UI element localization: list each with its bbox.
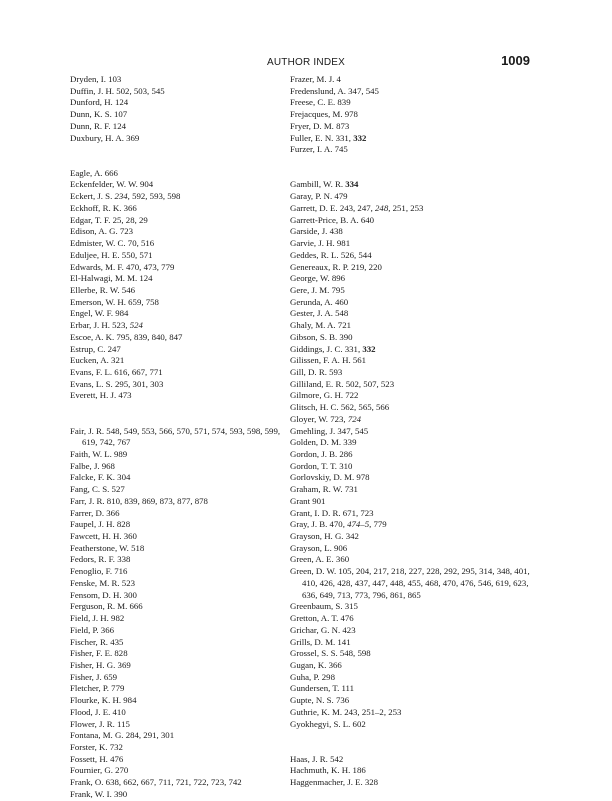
index-entry: Dunn, K. S. 107 [70, 109, 128, 120]
index-entry: Edmister, W. C. 70, 516 [70, 238, 155, 249]
index-entry: Geddes, R. L. 526, 544 [290, 249, 372, 260]
index-entry: Field, J. H. 982 [70, 613, 125, 624]
index-entry: Gibson, S. B. 390 [290, 331, 353, 342]
index-entry: Farr, J. R. 810, 839, 869, 873, 877, 878 [70, 495, 208, 506]
index-entry: Flourke, K. H. 984 [70, 695, 137, 706]
index-entry: Giddings, J. C. 331, 332 [290, 343, 376, 354]
index-entry: Garvie, J. H. 981 [290, 238, 351, 249]
index-entry: Fontana, M. G. 284, 291, 301 [70, 730, 175, 741]
index-entry: Genereaux, R. P. 219, 220 [290, 261, 382, 272]
index-entry: Fisher, J. 659 [70, 671, 118, 682]
index-entry: Fryer, D. M. 873 [290, 120, 350, 131]
index-entry: Erbar, J. H. 523, 524 [70, 320, 143, 331]
index-entry: Fisher, H. G. 369 [70, 659, 131, 670]
index-entry: Faith, W. L. 989 [70, 449, 128, 459]
index-entry: Gupte, N. S. 736 [290, 695, 350, 706]
index-entry: Grossel, S. S. 548, 598 [290, 648, 371, 659]
index-entry: Escoe, A. K. 795, 839, 840, 847 [70, 331, 183, 342]
index-entry: Everett, H. J. 473 [70, 390, 132, 401]
index-entry: Dunn, R. F. 124 [70, 120, 126, 131]
index-entry: Greenbaum, S. 315 [290, 601, 358, 612]
index-entry: Faupel, J. H. 828 [70, 519, 131, 530]
index-entry: Fensom, D. H. 300 [70, 589, 137, 600]
index-entry: Fischer, R. 435 [70, 636, 124, 647]
index-gap [290, 156, 530, 168]
index-entry: Forster, K. 732 [70, 741, 123, 752]
index-entry: Eckert, J. S. 234, 592, 593, 598 [70, 191, 181, 202]
index-entry: Fair, J. R. 548, 549, 553, 566, 570, 571, 574, 593, 598, 599, 619, 742, 767 [70, 425, 281, 448]
index-entry: Dunford, H. 124 [70, 97, 129, 108]
index-column-right [290, 74, 530, 789]
index-column-left [70, 74, 285, 801]
index-entry: Glitsch, H. C. 562, 565, 566 [290, 402, 390, 413]
index-entry: Gordon, T. T. 310 [290, 460, 353, 471]
index-entry: Engel, W. F. 984 [70, 308, 129, 319]
index-entry: Gretton, A. T. 476 [290, 613, 354, 624]
index-entry: Dryden, I. 103 [70, 74, 122, 84]
index-entry: Estrup, C. 247 [70, 343, 121, 354]
index-entry: Green, D. W. 105, 204, 217, 218, 227, 228, 292, 295, 314, 348, 401, 410, 426, 428, 437, 447, 448, 455, 468, 470, 476, 546, 619, 623, 636, 649, 713, 773, 796, 861, 865 [290, 566, 530, 600]
index-entry: Farrer, D. 366 [70, 507, 120, 518]
index-entry: Garrett, D. E. 243, 247, 248, 251, 253 [290, 202, 424, 213]
index-entry: Gugan, K. 366 [290, 659, 342, 670]
index-entry: Golden, D. M. 339 [290, 437, 357, 448]
index-entry: El-Halwagi, M. M. 124 [70, 273, 153, 284]
index-entry: Gester, J. A. 548 [290, 308, 349, 319]
index-entry: Fedors, R. F. 338 [70, 554, 131, 565]
index-entry: Eduljee, H. E. 550, 571 [70, 249, 153, 260]
index-entry: Edwards, M. F. 470, 473, 779 [70, 261, 175, 272]
index-entry: Freese, C. E. 839 [290, 97, 351, 108]
index-entry: Flood, J. E. 410 [70, 706, 126, 717]
index-gap [290, 730, 530, 742]
index-entry: Fawcett, H. H. 360 [70, 531, 137, 542]
index-entry: Fenoglio, F. 716 [70, 566, 128, 577]
index-entry: Grant, I. D. R. 671, 723 [290, 507, 374, 518]
index-entry: Ferguson, R. M. 666 [70, 601, 143, 612]
index-entry: Gilliland, E. R. 502, 507, 523 [290, 378, 395, 389]
index-entry: Gill, D. R. 593 [290, 366, 343, 377]
index-entry: Graham, R. W. 731 [290, 484, 358, 495]
index-entry: Eckhoff, R. K. 366 [70, 202, 137, 213]
index-entry: Frank, W. I. 390 [70, 788, 128, 799]
running-header: AUTHOR INDEX [267, 57, 345, 68]
index-entry: Edgar, T. F. 25, 28, 29 [70, 214, 148, 225]
index-entry: Gloyer, W. 723, 724 [290, 413, 362, 424]
index-entry: Green, A. E. 360 [290, 554, 350, 565]
index-entry: Fletcher, P. 779 [70, 683, 125, 694]
index-entry: Fournier, G. 270 [70, 765, 129, 776]
index-entry: Duffin, J. H. 502, 503, 545 [70, 85, 165, 96]
index-entry: Garrett-Price, B. A. 640 [290, 214, 375, 225]
index-entry: Frejacques, M. 978 [290, 109, 358, 120]
index-entry: Haggenmacher, J. E. 328 [290, 777, 379, 788]
index-entry: Hachmuth, K. H. 186 [290, 765, 366, 776]
index-entry: Evans, F. L. 616, 667, 771 [70, 366, 163, 377]
index-entry: Eckenfelder, W. W. 904 [70, 179, 154, 190]
page-number: 1009 [501, 53, 530, 68]
index-entry: Guthrie, K. M. 243, 251–2, 253 [290, 706, 402, 717]
index-entry: Fredenslund, A. 347, 545 [290, 85, 379, 96]
index-entry: Falbe, J. 968 [70, 460, 115, 471]
index-entry: Gambill, W. R. 334 [290, 179, 359, 190]
index-entry: Gerunda, A. 460 [290, 296, 349, 307]
index-entry: Eagle, A. 666 [70, 167, 118, 178]
index-entry: Duxbury, H. A. 369 [70, 132, 140, 143]
index-gap [290, 168, 530, 180]
index-entry: Fenske, M. R. 523 [70, 577, 136, 588]
index-entry: Garside, J. 438 [290, 226, 343, 237]
index-gap [70, 414, 285, 426]
index-entry: Ghaly, M. A. 721 [290, 320, 352, 331]
index-entry: Flower, J. R. 115 [70, 718, 130, 729]
index-entry: Garay, P. N. 479 [290, 191, 348, 202]
index-entry: Gordon, J. B. 286 [290, 449, 353, 459]
index-entry: Gilmore, G. H. 722 [290, 390, 359, 401]
index-entry: Gilissen, F. A. H. 561 [290, 355, 367, 366]
index-entry: Edison, A. G. 723 [70, 226, 134, 237]
index-entry: Frazer, M. J. 4 [290, 74, 341, 84]
index-entry: Fuller, E. N. 331, 332 [290, 132, 367, 143]
index-entry: Guha, P. 298 [290, 671, 335, 682]
index-entry: Grills, D. M. 141 [290, 636, 351, 647]
index-entry: Gray, J. B. 470, 474–5, 779 [290, 519, 387, 530]
index-entry: Gyokhegyi, S. L. 602 [290, 718, 366, 729]
index-gap [70, 144, 285, 156]
index-gap [70, 402, 285, 414]
index-entry: Featherstone, W. 518 [70, 542, 145, 553]
index-entry: Fang, C. S. 527 [70, 484, 125, 495]
index-entry: Fossett, H. 476 [70, 753, 124, 764]
index-entry: Grant 901 [290, 495, 326, 506]
index-entry: Falcke, F. K. 304 [70, 472, 131, 483]
index-gap [290, 742, 530, 754]
index-entry: Field, P. 366 [70, 624, 114, 635]
index-entry: Grichar, G. N. 423 [290, 624, 356, 635]
index-entry: Gmehling, J. 347, 545 [290, 425, 369, 436]
index-entry: Gundersen, T. 111 [290, 683, 355, 694]
index-entry: Ellerbe, R. W. 546 [70, 284, 135, 295]
index-entry: Furzer, I. A. 745 [290, 144, 348, 155]
index-entry: Fisher, F. E. 828 [70, 648, 128, 659]
index-entry: Evans, L. S. 295, 301, 303 [70, 378, 164, 389]
index-entry: Gere, J. M. 795 [290, 284, 345, 295]
index-entry: Emerson, W. H. 659, 758 [70, 296, 159, 307]
index-entry: Eucken, A. 321 [70, 355, 125, 366]
index-entry: Frank, O. 638, 662, 667, 711, 721, 722, 723, 742 [70, 777, 242, 788]
index-entry: Grayson, H. G. 342 [290, 531, 359, 542]
index-entry: Haas, J. R. 542 [290, 753, 344, 764]
index-entry: Gorlovskiy, D. M. 978 [290, 472, 370, 483]
index-gap [70, 156, 285, 168]
index-entry: Grayson, L. 906 [290, 542, 348, 553]
index-entry: George, W. 896 [290, 273, 346, 284]
